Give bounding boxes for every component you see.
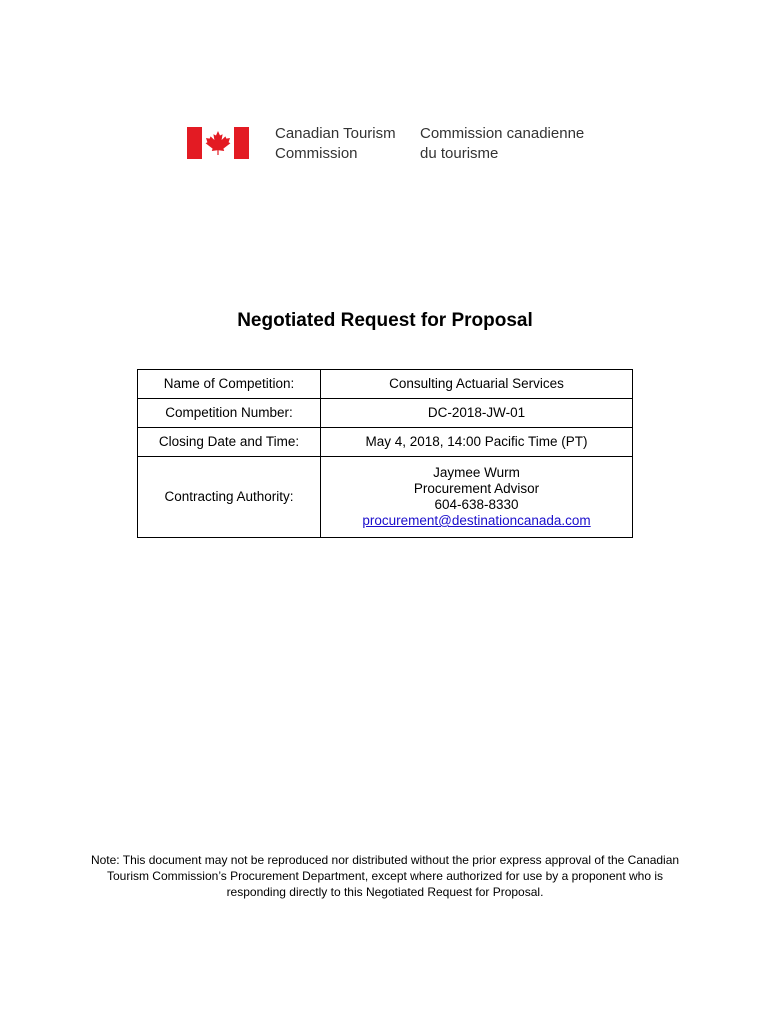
competition-name-label: Name of Competition: bbox=[138, 370, 321, 399]
reproduction-note: Note: This document may not be reproduced nor distributed without the prior express approval of the Canadian Tourism Commission’s Procurement Department, except where authorized for use by a proponent who is responding directly to this Negotiated Request for Proposal. bbox=[90, 853, 680, 899]
logo-en-line-1: Canadian Tourism bbox=[275, 125, 396, 142]
contracting-authority-value bbox=[321, 457, 633, 538]
contact-email-link[interactable]: procurement@destinationcanada.com bbox=[362, 513, 591, 528]
contact-phone: 604-638-8330 bbox=[434, 497, 519, 512]
logo-en-line-2: Commission bbox=[275, 145, 358, 162]
table-row bbox=[138, 370, 633, 399]
logo-fr-line-1: Commission canadienne bbox=[420, 125, 585, 142]
table-row bbox=[138, 399, 633, 428]
table-row bbox=[138, 457, 633, 538]
canadian-flag-icon bbox=[187, 127, 249, 159]
ctc-logo bbox=[187, 124, 587, 168]
logo-french-name bbox=[420, 124, 584, 164]
competition-name-value: Consulting Actuarial Services bbox=[321, 370, 633, 399]
document-title: Negotiated Request for Proposal bbox=[237, 310, 533, 331]
closing-date-label: Closing Date and Time: bbox=[138, 428, 321, 457]
logo-english-name bbox=[275, 124, 396, 164]
contracting-authority-label: Contracting Authority: bbox=[138, 457, 321, 538]
competition-info-table bbox=[137, 369, 633, 538]
contact-role: Procurement Advisor bbox=[413, 481, 540, 496]
table-row bbox=[138, 428, 633, 457]
contact-name: Jaymee Wurm bbox=[433, 465, 520, 480]
competition-number-label: Competition Number: bbox=[138, 399, 321, 428]
competition-number-value: DC-2018-JW-01 bbox=[321, 399, 633, 428]
logo-fr-line-2: du tourisme bbox=[420, 145, 499, 162]
closing-date-value: May 4, 2018, 14:00 Pacific Time (PT) bbox=[321, 428, 633, 457]
